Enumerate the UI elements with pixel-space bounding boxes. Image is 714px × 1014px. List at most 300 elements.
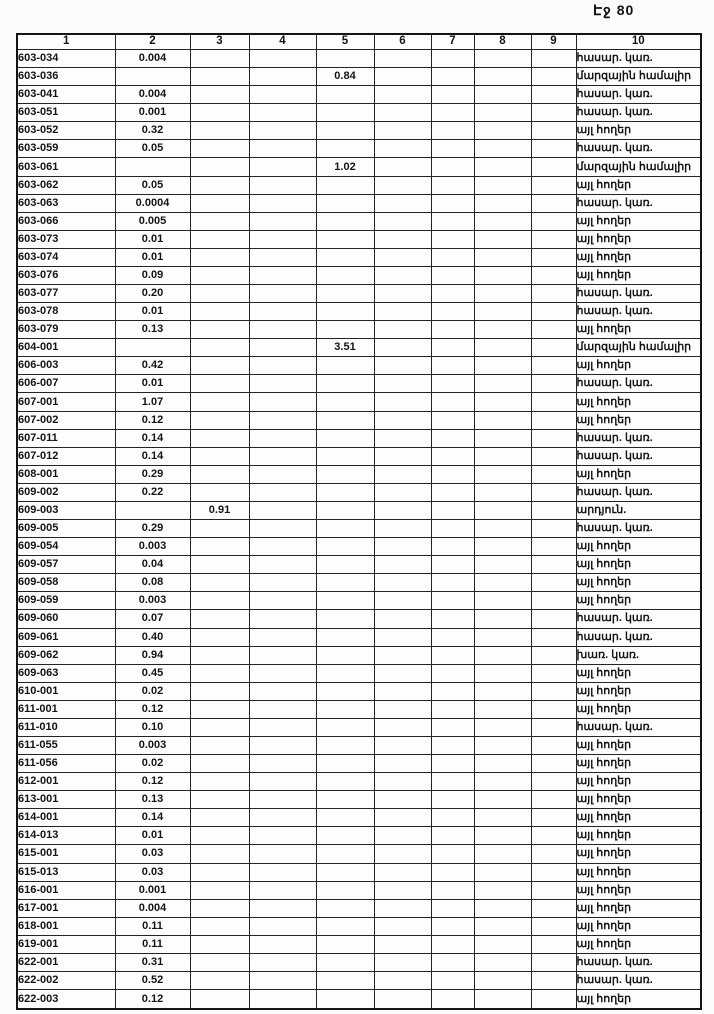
parcel-code-cell: 603-077 [17, 285, 115, 303]
parcel-code-cell: 603-052 [17, 122, 115, 140]
value-cell [249, 50, 316, 68]
table-row [17, 628, 701, 646]
value-cell [249, 592, 316, 610]
value-cell [474, 628, 531, 646]
value-cell [431, 971, 474, 989]
land-use-label-cell: այլ հողեր [576, 248, 701, 266]
value-cell [190, 176, 249, 194]
land-use-label-cell: հասար. կառ. [576, 483, 701, 501]
value-cell: 0.12 [115, 700, 190, 718]
value-cell [190, 104, 249, 122]
value-cell [316, 827, 374, 845]
parcel-code-cell: 608-001 [17, 465, 115, 483]
table-row [17, 610, 701, 628]
value-cell [374, 465, 431, 483]
land-use-label-cell: այլ հողեր [576, 592, 701, 610]
value-cell [474, 664, 531, 682]
value-cell [531, 538, 576, 556]
value-cell [249, 465, 316, 483]
column-header: 2 [115, 34, 190, 50]
land-use-label-cell: հասար. կառ. [576, 520, 701, 538]
value-cell [316, 610, 374, 628]
value-cell: 0.004 [115, 50, 190, 68]
value-cell: 0.04 [115, 556, 190, 574]
value-cell [474, 303, 531, 321]
value-cell [190, 248, 249, 266]
value-cell [531, 863, 576, 881]
value-cell [531, 990, 576, 1009]
value-cell [190, 990, 249, 1009]
table-row [17, 303, 701, 321]
value-cell [431, 574, 474, 592]
parcel-code-cell: 622-001 [17, 953, 115, 971]
value-cell [316, 971, 374, 989]
parcel-code-cell: 611-010 [17, 718, 115, 736]
table-row [17, 266, 701, 284]
value-cell [190, 791, 249, 809]
parcel-code-cell: 609-063 [17, 664, 115, 682]
value-cell [531, 881, 576, 899]
value-cell [190, 646, 249, 664]
value-cell: 0.01 [115, 827, 190, 845]
value-cell [431, 990, 474, 1009]
table-row [17, 285, 701, 303]
value-cell [190, 86, 249, 104]
value-cell: 0.003 [115, 538, 190, 556]
value-cell [431, 556, 474, 574]
parcel-code-cell: 622-002 [17, 971, 115, 989]
value-cell: 0.32 [115, 122, 190, 140]
table-row [17, 50, 701, 68]
parcel-code-cell: 609-059 [17, 592, 115, 610]
value-cell [431, 375, 474, 393]
parcel-code-cell: 606-003 [17, 357, 115, 375]
value-cell [374, 610, 431, 628]
column-header: 7 [431, 34, 474, 50]
land-use-label-cell: հասար. կառ. [576, 953, 701, 971]
value-cell [531, 122, 576, 140]
value-cell [374, 447, 431, 465]
value-cell [531, 718, 576, 736]
value-cell [190, 339, 249, 357]
value-cell [316, 483, 374, 501]
value-cell [316, 140, 374, 158]
value-cell: 0.05 [115, 140, 190, 158]
value-cell [531, 845, 576, 863]
value-cell [190, 899, 249, 917]
value-cell [374, 863, 431, 881]
value-cell [374, 755, 431, 773]
table-row [17, 483, 701, 501]
value-cell: 0.03 [115, 845, 190, 863]
value-cell [249, 104, 316, 122]
value-cell [316, 303, 374, 321]
value-cell [190, 917, 249, 935]
page-number-label: Էջ 80 [593, 2, 635, 18]
value-cell [431, 682, 474, 700]
value-cell [531, 357, 576, 375]
value-cell [531, 429, 576, 447]
value-cell [431, 935, 474, 953]
value-cell [190, 158, 249, 176]
value-cell [374, 122, 431, 140]
value-cell [474, 158, 531, 176]
value-cell [531, 393, 576, 411]
parcel-code-cell: 609-061 [17, 628, 115, 646]
value-cell [316, 990, 374, 1009]
parcel-code-cell: 611-055 [17, 736, 115, 754]
land-use-label-cell: այլ հողեր [576, 538, 701, 556]
value-cell [374, 990, 431, 1009]
value-cell [249, 158, 316, 176]
land-use-label-cell: այլ հողեր [576, 736, 701, 754]
land-use-label-cell: այլ հողեր [576, 176, 701, 194]
table-row [17, 791, 701, 809]
value-cell: 0.01 [115, 230, 190, 248]
parcel-code-cell: 609-060 [17, 610, 115, 628]
land-use-label-cell: այլ հողեր [576, 700, 701, 718]
value-cell: 0.03 [115, 863, 190, 881]
parcel-code-cell: 609-003 [17, 501, 115, 519]
value-cell [474, 682, 531, 700]
value-cell [374, 158, 431, 176]
value-cell [531, 104, 576, 122]
value-cell [115, 501, 190, 519]
parcel-code-cell: 603-051 [17, 104, 115, 122]
value-cell [531, 212, 576, 230]
value-cell [431, 447, 474, 465]
value-cell: 0.01 [115, 248, 190, 266]
value-cell [374, 50, 431, 68]
parcel-code-cell: 603-059 [17, 140, 115, 158]
value-cell [374, 483, 431, 501]
value-cell [431, 483, 474, 501]
value-cell [316, 628, 374, 646]
value-cell [431, 158, 474, 176]
value-cell [249, 447, 316, 465]
value-cell [474, 845, 531, 863]
value-cell [190, 483, 249, 501]
land-use-label-cell: այլ հողեր [576, 935, 701, 953]
value-cell: 0.22 [115, 483, 190, 501]
table-row [17, 393, 701, 411]
parcel-code-cell: 603-073 [17, 230, 115, 248]
value-cell [431, 953, 474, 971]
value-cell [249, 357, 316, 375]
land-use-label-cell: մարզային համալիր [576, 339, 701, 357]
land-use-label-cell: այլ հողեր [576, 827, 701, 845]
value-cell [531, 339, 576, 357]
value-cell: 0.12 [115, 773, 190, 791]
parcel-code-cell: 603-036 [17, 68, 115, 86]
value-cell [190, 357, 249, 375]
value-cell [249, 266, 316, 284]
value-cell [474, 935, 531, 953]
value-cell [531, 68, 576, 86]
table-body [17, 50, 701, 1010]
land-use-label-cell: հասար. կառ. [576, 429, 701, 447]
value-cell: 0.84 [316, 68, 374, 86]
value-cell [374, 230, 431, 248]
value-cell [249, 935, 316, 953]
value-cell [531, 700, 576, 718]
value-cell [249, 321, 316, 339]
value-cell [431, 321, 474, 339]
value-cell [249, 664, 316, 682]
value-cell [531, 935, 576, 953]
value-cell [531, 809, 576, 827]
value-cell [531, 773, 576, 791]
value-cell: 0.005 [115, 212, 190, 230]
value-cell [316, 230, 374, 248]
land-use-label-cell: այլ հողեր [576, 845, 701, 863]
table-row [17, 935, 701, 953]
table-row [17, 321, 701, 339]
value-cell [249, 646, 316, 664]
value-cell [190, 664, 249, 682]
value-cell [474, 230, 531, 248]
value-cell [249, 303, 316, 321]
value-cell [474, 375, 531, 393]
value-cell [431, 718, 474, 736]
value-cell: 0.13 [115, 791, 190, 809]
value-cell [316, 755, 374, 773]
value-cell: 0.14 [115, 809, 190, 827]
value-cell [190, 700, 249, 718]
value-cell [431, 501, 474, 519]
value-cell [190, 736, 249, 754]
value-cell [531, 285, 576, 303]
value-cell [249, 140, 316, 158]
value-cell [115, 158, 190, 176]
value-cell [431, 899, 474, 917]
value-cell [474, 86, 531, 104]
value-cell [474, 917, 531, 935]
value-cell [249, 809, 316, 827]
value-cell [190, 881, 249, 899]
value-cell [115, 339, 190, 357]
value-cell [316, 266, 374, 284]
value-cell [190, 194, 249, 212]
land-use-label-cell: հասար. կառ. [576, 375, 701, 393]
value-cell [531, 899, 576, 917]
value-cell [531, 158, 576, 176]
value-cell [190, 266, 249, 284]
value-cell: 0.001 [115, 881, 190, 899]
value-cell [431, 736, 474, 754]
value-cell [190, 755, 249, 773]
value-cell [531, 646, 576, 664]
value-cell [316, 285, 374, 303]
value-cell: 1.07 [115, 393, 190, 411]
value-cell [249, 501, 316, 519]
value-cell [190, 971, 249, 989]
parcel-code-cell: 609-002 [17, 483, 115, 501]
value-cell [431, 86, 474, 104]
value-cell [316, 899, 374, 917]
value-cell [474, 990, 531, 1009]
value-cell [190, 827, 249, 845]
value-cell [431, 465, 474, 483]
value-cell [531, 827, 576, 845]
value-cell [431, 610, 474, 628]
value-cell [249, 393, 316, 411]
value-cell [316, 809, 374, 827]
value-cell [474, 447, 531, 465]
value-cell [316, 375, 374, 393]
value-cell [474, 556, 531, 574]
land-use-label-cell: հասար. կառ. [576, 285, 701, 303]
value-cell [190, 628, 249, 646]
value-cell: 0.11 [115, 935, 190, 953]
table-row [17, 375, 701, 393]
table-row [17, 556, 701, 574]
parcel-code-cell: 614-001 [17, 809, 115, 827]
value-cell [190, 411, 249, 429]
value-cell [374, 285, 431, 303]
value-cell [431, 791, 474, 809]
value-cell [374, 104, 431, 122]
value-cell [431, 393, 474, 411]
value-cell [249, 248, 316, 266]
value-cell [249, 682, 316, 700]
parcel-code-cell: 609-062 [17, 646, 115, 664]
value-cell [190, 718, 249, 736]
table-row [17, 773, 701, 791]
value-cell [474, 357, 531, 375]
value-cell [316, 86, 374, 104]
value-cell [474, 718, 531, 736]
value-cell [474, 339, 531, 357]
value-cell [316, 935, 374, 953]
value-cell [431, 104, 474, 122]
value-cell [316, 321, 374, 339]
value-cell [431, 520, 474, 538]
value-cell [190, 429, 249, 447]
value-cell [249, 86, 316, 104]
value-cell [190, 50, 249, 68]
value-cell: 0.0004 [115, 194, 190, 212]
parcel-code-cell: 614-013 [17, 827, 115, 845]
value-cell [190, 140, 249, 158]
value-cell [374, 375, 431, 393]
value-cell [190, 212, 249, 230]
land-use-label-cell: խառ. կառ. [576, 646, 701, 664]
land-use-label-cell: այլ հողեր [576, 863, 701, 881]
value-cell: 0.11 [115, 917, 190, 935]
value-cell [316, 520, 374, 538]
value-cell [474, 50, 531, 68]
parcel-code-cell: 609-058 [17, 574, 115, 592]
value-cell [431, 538, 474, 556]
value-cell [316, 736, 374, 754]
land-use-label-cell: այլ հողեր [576, 755, 701, 773]
value-cell [431, 411, 474, 429]
parcel-code-cell: 606-007 [17, 375, 115, 393]
table-row [17, 520, 701, 538]
value-cell [431, 664, 474, 682]
value-cell [249, 899, 316, 917]
value-cell [316, 664, 374, 682]
value-cell [316, 429, 374, 447]
table-row [17, 176, 701, 194]
value-cell [474, 755, 531, 773]
land-use-label-cell: հասար. կառ. [576, 718, 701, 736]
value-cell [531, 266, 576, 284]
value-cell: 0.20 [115, 285, 190, 303]
value-cell [249, 538, 316, 556]
land-use-label-cell: այլ հողեր [576, 664, 701, 682]
value-cell: 0.08 [115, 574, 190, 592]
value-cell [316, 411, 374, 429]
land-use-label-cell: հասար. կառ. [576, 86, 701, 104]
value-cell [190, 285, 249, 303]
land-use-label-cell: այլ հողեր [576, 230, 701, 248]
value-cell [374, 520, 431, 538]
land-use-label-cell: հասար. կառ. [576, 628, 701, 646]
table-row [17, 718, 701, 736]
table-row [17, 809, 701, 827]
value-cell [316, 917, 374, 935]
value-cell [316, 465, 374, 483]
value-cell [474, 736, 531, 754]
table-row [17, 755, 701, 773]
parcel-code-cell: 604-001 [17, 339, 115, 357]
parcel-code-cell: 611-056 [17, 755, 115, 773]
value-cell [474, 610, 531, 628]
value-cell [190, 538, 249, 556]
value-cell [316, 50, 374, 68]
land-register-table [16, 33, 702, 1010]
value-cell [374, 953, 431, 971]
value-cell: 0.12 [115, 990, 190, 1009]
value-cell [531, 194, 576, 212]
value-cell [474, 122, 531, 140]
value-cell [374, 339, 431, 357]
table-row [17, 971, 701, 989]
value-cell [474, 285, 531, 303]
value-cell [190, 682, 249, 700]
value-cell [431, 303, 474, 321]
table-row [17, 104, 701, 122]
value-cell [431, 140, 474, 158]
parcel-code-cell: 603-079 [17, 321, 115, 339]
land-use-label-cell: այլ հողեր [576, 791, 701, 809]
value-cell: 0.02 [115, 755, 190, 773]
value-cell [474, 68, 531, 86]
value-cell [474, 248, 531, 266]
value-cell: 0.003 [115, 736, 190, 754]
land-use-label-cell: հասար. կառ. [576, 971, 701, 989]
land-use-label-cell: մարզային համալիր [576, 68, 701, 86]
parcel-code-cell: 610-001 [17, 682, 115, 700]
column-header: 9 [531, 34, 576, 50]
land-use-label-cell: հասար. կառ. [576, 447, 701, 465]
parcel-code-cell: 617-001 [17, 899, 115, 917]
column-header: 6 [374, 34, 431, 50]
value-cell: 0.94 [115, 646, 190, 664]
value-cell [316, 700, 374, 718]
parcel-code-cell: 612-001 [17, 773, 115, 791]
value-cell [531, 303, 576, 321]
value-cell [474, 194, 531, 212]
value-cell [190, 845, 249, 863]
value-cell [531, 140, 576, 158]
value-cell [474, 791, 531, 809]
value-cell [474, 592, 531, 610]
value-cell [374, 176, 431, 194]
value-cell [374, 736, 431, 754]
